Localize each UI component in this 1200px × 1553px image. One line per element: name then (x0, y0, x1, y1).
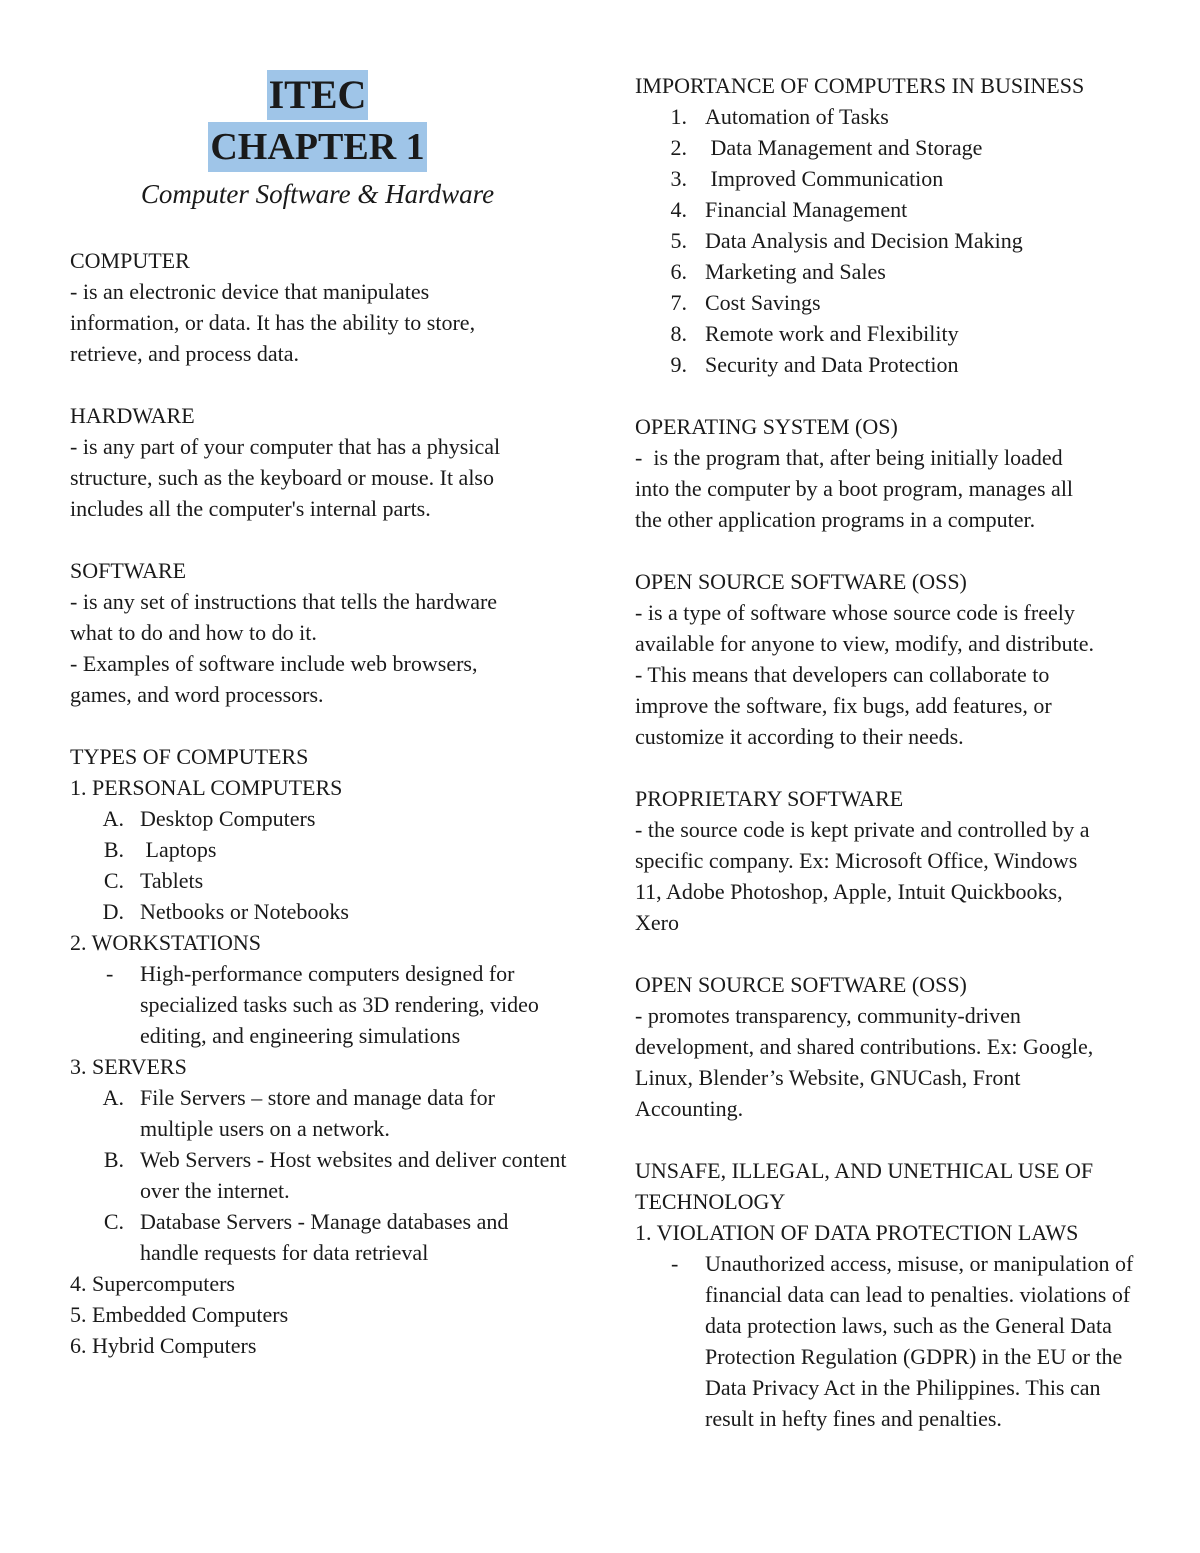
importance-list (635, 101, 1135, 380)
list-marker: 7. (670, 290, 687, 315)
section-proprietary (635, 783, 1135, 938)
list-item-text: Data Analysis and Decision Making (705, 228, 1023, 253)
list-item-text: High-performance computers designed for specialized tasks such as 3D rendering, video editing, and engineering simulations (140, 961, 539, 1048)
heading-oss: OPEN SOURCE SOFTWARE (OSS) (635, 569, 967, 594)
section-software (70, 555, 570, 710)
list-item (635, 194, 1135, 225)
heading-proprietary: PROPRIETARY SOFTWARE (635, 786, 904, 811)
list-item (635, 256, 1135, 287)
title-itec: ITEC (267, 70, 369, 120)
list-item (70, 1206, 570, 1268)
proprietary-line: - the source code is kept private and controlled by a (635, 817, 1090, 842)
list-marker: B. (103, 1147, 124, 1172)
servers-list (70, 1082, 570, 1268)
section-unsafe-use (635, 1155, 1135, 1434)
oss2-line: - promotes transparency, community-driven (635, 1003, 1021, 1028)
list-item-text: Database Servers - Manage databases and handle requests for data retrieval (140, 1209, 509, 1265)
os-line: - is the program that, after being initially loaded (635, 445, 1063, 470)
heading-computer: COMPUTER (70, 248, 190, 273)
list-item (635, 287, 1135, 318)
list-marker: A. (102, 806, 124, 831)
section-hardware (70, 400, 570, 524)
list-item (70, 1082, 570, 1144)
list-item-text: Cost Savings (705, 290, 821, 315)
list-item-text: Financial Management (705, 197, 908, 222)
list-item-text: Desktop Computers (140, 806, 316, 831)
computer-line: information, or data. It has the ability to store, (70, 310, 476, 335)
oss-line: improve the software, fix bugs, add features, or (635, 693, 1052, 718)
list-item-text: Netbooks or Notebooks (140, 899, 349, 924)
heading-types: TYPES OF COMPUTERS (70, 744, 309, 769)
list-item-text: Web Servers - Host websites and deliver content over the internet. (140, 1147, 567, 1203)
list-item-text: File Servers – store and manage data for multiple users on a network. (140, 1085, 495, 1141)
software-line: - is any set of instructions that tells the hardware (70, 589, 498, 614)
proprietary-line: specific company. Ex: Microsoft Office, Windows (635, 848, 1078, 873)
left-column (70, 70, 570, 1361)
oss-line: available for anyone to view, modify, and distribute. (635, 631, 1095, 656)
list-item (635, 132, 1135, 163)
list-marker: 1. (670, 104, 687, 129)
list-item-text: Security and Data Protection (705, 352, 959, 377)
title-chapter: CHAPTER 1 (208, 122, 426, 172)
personal-computers-list (70, 803, 570, 927)
list-marker: 9. (670, 352, 687, 377)
list-item (70, 958, 570, 1051)
list-item-text: Data Management and Storage (705, 135, 983, 160)
list-marker: - (106, 961, 114, 986)
embedded-computers-item: 5. Embedded Computers (70, 1302, 289, 1327)
list-item (70, 865, 570, 896)
section-open-source-2 (635, 969, 1135, 1124)
section-computer (70, 245, 570, 369)
list-item (635, 318, 1135, 349)
violation-heading: 1. VIOLATION OF DATA PROTECTION LAWS (635, 1220, 1079, 1245)
heading-oss-2: OPEN SOURCE SOFTWARE (OSS) (635, 972, 967, 997)
workstations-heading: 2. WORKSTATIONS (70, 930, 261, 955)
personal-computers-heading: 1. PERSONAL COMPUTERS (70, 775, 343, 800)
list-marker: D. (102, 899, 124, 924)
oss2-line: development, and shared contributions. Ex: Google, (635, 1034, 1094, 1059)
list-marker: 8. (670, 321, 687, 346)
proprietary-line: 11, Adobe Photoshop, Apple, Intuit Quickbooks, (635, 879, 1063, 904)
heading-os: OPERATING SYSTEM (OS) (635, 414, 898, 439)
heading-hardware: HARDWARE (70, 403, 195, 428)
section-types-of-computers (70, 741, 570, 1361)
title-block (70, 70, 565, 216)
oss-line: customize it according to their needs. (635, 724, 964, 749)
list-marker: B. (103, 837, 124, 862)
list-item-text: Laptops (140, 837, 217, 862)
oss2-line: Linux, Blender’s Website, GNUCash, Front (635, 1065, 1021, 1090)
list-item-text: Remote work and Flexibility (705, 321, 959, 346)
list-item (635, 349, 1135, 380)
heading-software: SOFTWARE (70, 558, 187, 583)
section-importance (635, 70, 1135, 380)
list-marker: 5. (670, 228, 687, 253)
list-item (635, 1248, 1135, 1434)
list-item (635, 101, 1135, 132)
list-item-text: Marketing and Sales (705, 259, 886, 284)
list-marker: A. (102, 1085, 124, 1110)
list-item (635, 163, 1135, 194)
computer-line: retrieve, and process data. (70, 341, 300, 366)
list-marker: 4. (670, 197, 687, 222)
hybrid-computers-item: 6. Hybrid Computers (70, 1333, 257, 1358)
list-item (70, 896, 570, 927)
proprietary-line: Xero (635, 910, 679, 935)
list-marker: 2. (670, 135, 687, 160)
heading-unsafe-cont: TECHNOLOGY (635, 1189, 786, 1214)
list-item (70, 803, 570, 834)
section-open-source-1 (635, 566, 1135, 752)
list-marker: 3. (670, 166, 687, 191)
list-item (70, 834, 570, 865)
hardware-line: structure, such as the keyboard or mouse. It also (70, 465, 494, 490)
heading-importance: IMPORTANCE OF COMPUTERS IN BUSINESS (635, 73, 1085, 98)
list-marker: C. (103, 868, 124, 893)
subtitle: Computer Software & Hardware (140, 179, 495, 209)
computer-line: - is an electronic device that manipulates (70, 279, 430, 304)
software-line: what to do and how to do it. (70, 620, 317, 645)
oss2-line: Accounting. (635, 1096, 744, 1121)
oss-line: - is a type of software whose source code is freely (635, 600, 1075, 625)
list-item-text: Unauthorized access, misuse, or manipulation of financial data can lead to penalties. violations of data protection laws, such as the General Data Protection Regulation (GDPR) in the EU or the Data Privacy Act in the Philippines. This can result in hefty fines and penalties. (705, 1251, 1134, 1431)
section-operating-system (635, 411, 1135, 535)
hardware-line: - is any part of your computer that has a physical (70, 434, 501, 459)
list-item (635, 225, 1135, 256)
supercomputers-item: 4. Supercomputers (70, 1271, 235, 1296)
oss-line: - This means that developers can collaborate to (635, 662, 1050, 687)
list-item-text: Tablets (140, 868, 204, 893)
right-column (635, 70, 1135, 1434)
software-line: games, and word processors. (70, 682, 324, 707)
hardware-line: includes all the computer's internal parts. (70, 496, 431, 521)
heading-unsafe: UNSAFE, ILLEGAL, AND UNETHICAL USE OF (635, 1158, 1094, 1183)
list-marker: 6. (670, 259, 687, 284)
list-item (70, 1144, 570, 1206)
servers-heading: 3. SERVERS (70, 1054, 187, 1079)
list-item-text: Automation of Tasks (705, 104, 889, 129)
os-line: into the computer by a boot program, manages all (635, 476, 1074, 501)
violation-list (635, 1248, 1135, 1434)
list-item-text: Improved Communication (705, 166, 944, 191)
software-line: - Examples of software include web browsers, (70, 651, 478, 676)
list-marker: - (671, 1251, 679, 1276)
workstations-list (70, 958, 570, 1051)
os-line: the other application programs in a computer. (635, 507, 1036, 532)
list-marker: C. (103, 1209, 124, 1234)
